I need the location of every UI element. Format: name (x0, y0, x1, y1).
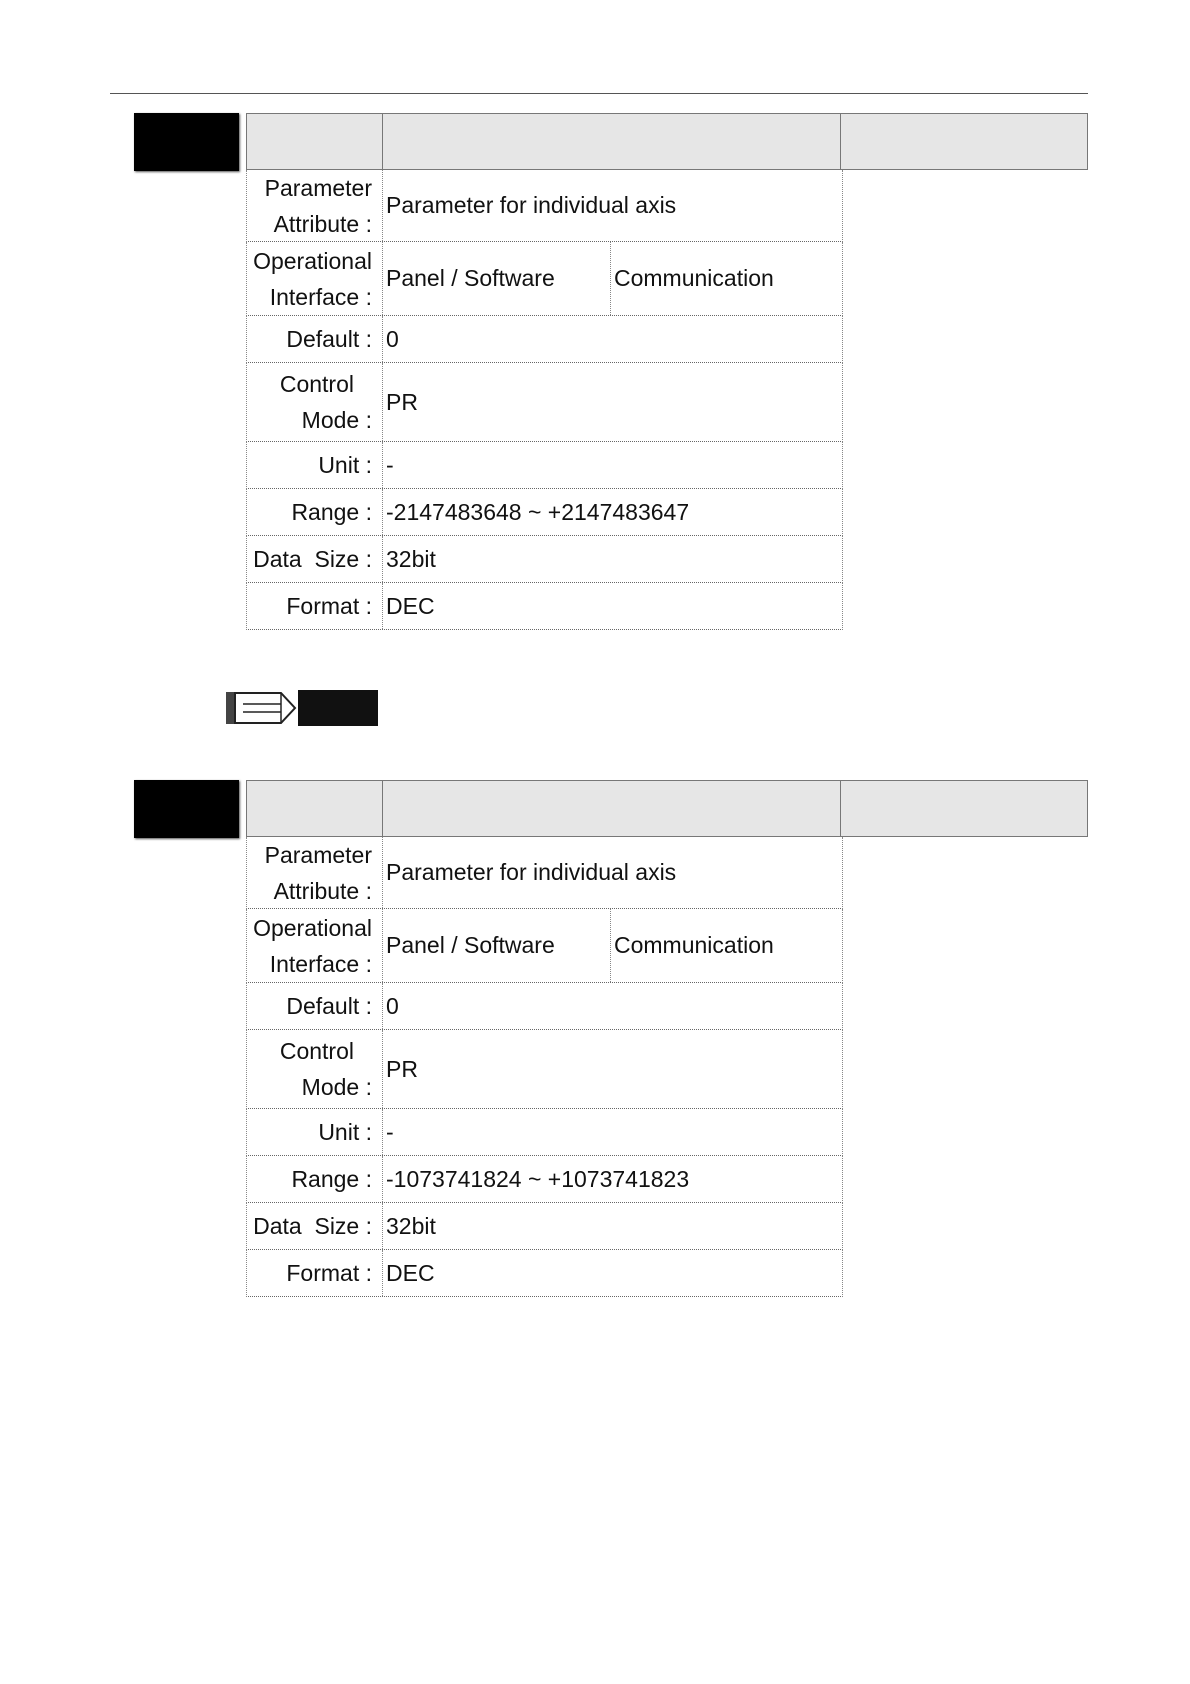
label-operational-interface: Operational Interface : (247, 909, 383, 982)
row-range (246, 1156, 843, 1203)
label-data-size: Data Size : (247, 536, 383, 582)
value-operational-interface (383, 909, 842, 982)
header-cell-name (383, 781, 841, 836)
header-cell-code (247, 114, 383, 169)
value-range: -1073741824 ~ +1073741823 (386, 1165, 690, 1192)
header-cell-address (841, 114, 1087, 169)
row-format (246, 1250, 843, 1297)
value-default: 0 (386, 992, 399, 1019)
label-parameter-attribute: Parameter Attribute : (247, 170, 383, 241)
label-operational-interface: Operational Interface : (247, 242, 383, 315)
value-operational-interface (383, 242, 842, 315)
note-marker (225, 690, 380, 726)
label-data-size: Data Size : (247, 1203, 383, 1249)
row-operational-interface (246, 242, 843, 316)
row-unit (246, 442, 843, 489)
header-rule (110, 93, 1088, 94)
row-control-mode (246, 1030, 843, 1109)
pencil-note-icon (225, 690, 297, 726)
row-control-mode (246, 363, 843, 442)
row-default (246, 983, 843, 1030)
row-parameter-attribute (246, 170, 843, 242)
label-control-mode: Control Mode : (247, 1030, 383, 1108)
row-range (246, 489, 843, 536)
value-format: DEC (386, 592, 435, 619)
parameter-code-box (134, 113, 239, 171)
label-range: Range : (247, 489, 383, 535)
row-unit (246, 1109, 843, 1156)
value-data-size: 32bit (386, 545, 436, 572)
row-operational-interface (246, 909, 843, 983)
row-parameter-attribute (246, 837, 843, 909)
label-format: Format : (247, 583, 383, 629)
value-panel-software: Panel / Software (383, 242, 611, 315)
label-default: Default : (247, 983, 383, 1029)
value-parameter-attribute: Parameter for individual axis (386, 192, 677, 218)
parameter-header-bar (246, 780, 1088, 837)
row-data-size (246, 536, 843, 583)
note-label-box (298, 690, 378, 726)
row-format (246, 583, 843, 630)
label-default: Default : (247, 316, 383, 362)
value-unit: - (386, 1118, 394, 1145)
label-parameter-attribute: Parameter Attribute : (247, 837, 383, 908)
label-unit: Unit : (247, 442, 383, 488)
parameter-header-bar (246, 113, 1088, 170)
value-unit: - (386, 451, 394, 478)
value-communication: Communication (614, 265, 774, 291)
parameter-table (246, 170, 843, 630)
label-unit: Unit : (247, 1109, 383, 1155)
value-format: DEC (386, 1259, 435, 1286)
value-panel-software: Panel / Software (383, 909, 611, 982)
value-default: 0 (386, 325, 399, 352)
value-control-mode: PR (386, 1055, 418, 1082)
header-cell-name (383, 114, 841, 169)
value-communication: Communication (614, 932, 774, 958)
value-range: -2147483648 ~ +2147483647 (386, 498, 690, 525)
header-cell-code (247, 781, 383, 836)
label-format: Format : (247, 1250, 383, 1296)
row-data-size (246, 1203, 843, 1250)
value-data-size: 32bit (386, 1212, 436, 1239)
label-control-mode: Control Mode : (247, 363, 383, 441)
parameter-code-box (134, 780, 239, 838)
parameter-table (246, 837, 843, 1297)
row-default (246, 316, 843, 363)
label-range: Range : (247, 1156, 383, 1202)
value-control-mode: PR (386, 388, 418, 415)
header-cell-address (841, 781, 1087, 836)
value-parameter-attribute: Parameter for individual axis (386, 859, 677, 885)
